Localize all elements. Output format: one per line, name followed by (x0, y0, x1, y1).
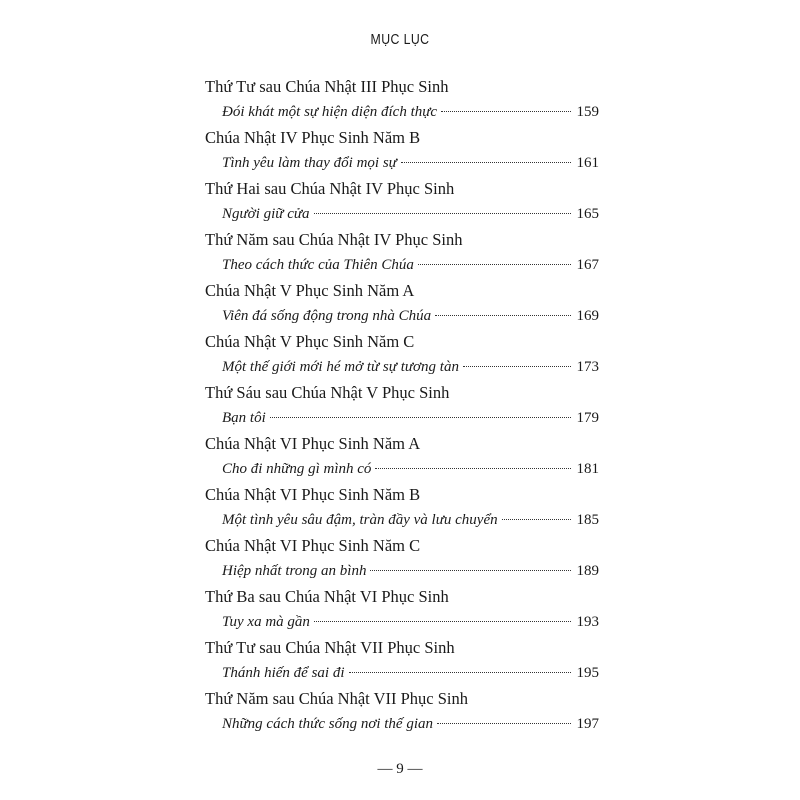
toc-entry-page: 167 (576, 256, 599, 273)
toc-entry (205, 431, 599, 482)
toc-entry-line (205, 304, 599, 330)
toc-entry-title: Chúa Nhật V Phục Sinh Năm A (205, 281, 415, 300)
toc-entry-title: Thứ Ba sau Chúa Nhật VI Phục Sinh (205, 587, 449, 606)
toc-entry (205, 686, 599, 737)
toc-entry-subtitle: Một thế giới mới hé mở từ sự tương tàn (222, 358, 459, 375)
dot-leader (270, 417, 571, 418)
toc-entry-page: 165 (576, 205, 599, 222)
toc-entry-line (205, 610, 599, 636)
toc-entry-title: Thứ Hai sau Chúa Nhật IV Phục Sinh (205, 179, 455, 198)
dot-leader (418, 264, 571, 265)
toc-entry-subtitle: Theo cách thức của Thiên Chúa (222, 256, 414, 273)
dot-leader (437, 723, 570, 724)
toc-entry-title: Thứ Tư sau Chúa Nhật III Phục Sinh (205, 77, 449, 96)
toc-entry-subtitle: Tình yêu làm thay đổi mọi sự (222, 154, 397, 171)
toc-entry (205, 74, 599, 125)
toc-entry (205, 227, 599, 278)
toc-entry-line (205, 100, 599, 126)
toc-entry-subtitle: Thánh hiến để sai đi (222, 664, 345, 681)
toc-entry-page: 189 (576, 562, 599, 579)
toc-entry-subtitle: Người giữ cửa (222, 205, 310, 222)
toc-entry-page: 195 (576, 664, 599, 681)
toc-entry-title: Chúa Nhật V Phục Sinh Năm C (205, 332, 415, 351)
table-of-contents (205, 74, 599, 737)
toc-entry-subtitle: Tuy xa mà gần (222, 613, 310, 630)
dot-leader (502, 519, 571, 520)
toc-entry-title: Thứ Sáu sau Chúa Nhật V Phục Sinh (205, 383, 450, 402)
toc-entry-page: 181 (576, 460, 599, 477)
toc-entry (205, 635, 599, 686)
toc-entry (205, 584, 599, 635)
toc-entry-subtitle: Đói khát một sự hiện diện đích thực (222, 103, 438, 120)
dot-leader (375, 468, 570, 469)
toc-entry-subtitle: Một tình yêu sâu đậm, tràn đầy và lưu chuyển (222, 511, 498, 528)
toc-entry (205, 125, 599, 176)
toc-entry-title: Chúa Nhật VI Phục Sinh Năm B (205, 485, 421, 504)
toc-entry-subtitle: Những cách thức sống nơi thế gian (222, 715, 434, 732)
toc-entry-page: 161 (576, 154, 599, 171)
toc-entry-page: 173 (576, 358, 599, 375)
dot-leader (435, 315, 570, 316)
toc-entry-line (205, 559, 599, 585)
toc-entry-title: Thứ Tư sau Chúa Nhật VII Phục Sinh (205, 638, 455, 657)
toc-entry-subtitle: Hiệp nhất trong an bình (222, 562, 367, 579)
dot-leader (401, 162, 571, 163)
toc-entry (205, 482, 599, 533)
dot-leader (349, 672, 571, 673)
toc-entry (205, 329, 599, 380)
toc-entry-title: Thứ Năm sau Chúa Nhật IV Phục Sinh (205, 230, 463, 249)
toc-entry-subtitle: Bạn tôi (222, 409, 266, 426)
page-number: — 9 — (377, 761, 423, 777)
toc-entry-title: Chúa Nhật IV Phục Sinh Năm B (205, 128, 421, 147)
toc-entry-title: Thứ Năm sau Chúa Nhật VII Phục Sinh (205, 689, 468, 708)
dot-leader (441, 111, 570, 112)
toc-entry-line (205, 712, 599, 738)
toc-entry-line (205, 355, 599, 381)
toc-entry (205, 176, 599, 227)
toc-entry-subtitle: Cho đi những gì mình có (222, 460, 372, 477)
toc-entry-line (205, 457, 599, 483)
toc-entry-line (205, 508, 599, 534)
toc-entry-page: 159 (576, 103, 599, 120)
dot-leader (463, 366, 571, 367)
toc-entry-page: 185 (576, 511, 599, 528)
toc-entry-page: 193 (576, 613, 599, 630)
toc-entry-page: 169 (576, 307, 599, 324)
dot-leader (370, 570, 570, 571)
toc-entry-subtitle: Viên đá sống động trong nhà Chúa (222, 307, 432, 324)
page-title: MỤC LỤC (370, 31, 430, 48)
toc-entry (205, 278, 599, 329)
toc-entry-page: 197 (576, 715, 599, 732)
toc-entry-line (205, 253, 599, 279)
toc-entry-line (205, 151, 599, 177)
dot-leader (314, 621, 571, 622)
toc-entry-title: Chúa Nhật VI Phục Sinh Năm A (205, 434, 421, 453)
toc-entry-title: Chúa Nhật VI Phục Sinh Năm C (205, 536, 421, 555)
dot-leader (314, 213, 571, 214)
toc-entry-page: 179 (576, 409, 599, 426)
toc-entry-line (205, 406, 599, 432)
toc-entry-line (205, 661, 599, 687)
toc-entry (205, 380, 599, 431)
toc-entry (205, 533, 599, 584)
toc-entry-line (205, 202, 599, 228)
